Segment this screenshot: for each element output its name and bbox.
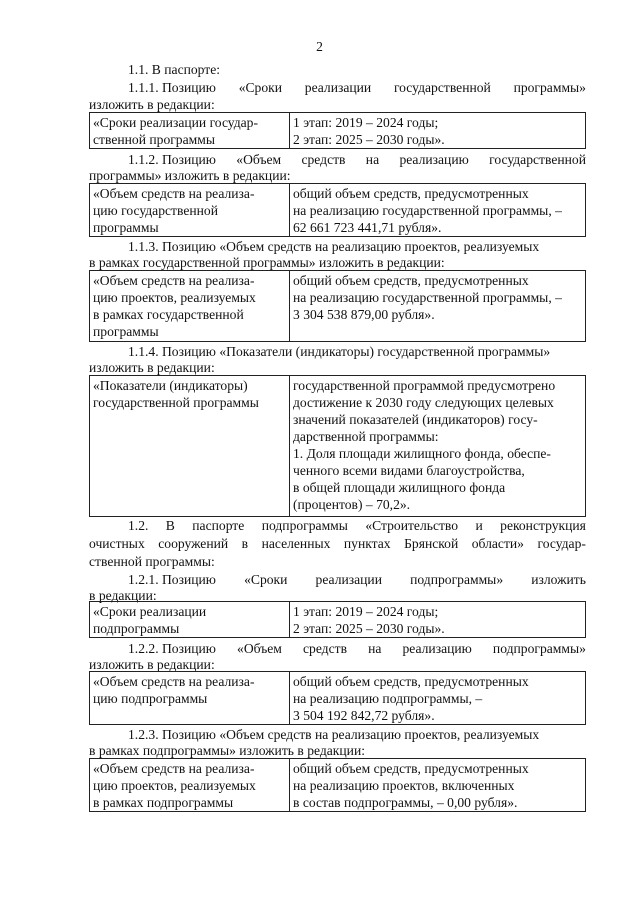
word: подпрограммы» xyxy=(492,641,586,656)
word: реконструкция xyxy=(500,518,586,533)
word: государственной xyxy=(393,80,491,95)
table-1-2-3 xyxy=(89,758,586,812)
word: государственной xyxy=(489,152,586,167)
cell-line: 2 этап: 2025 – 2030 годы». xyxy=(293,621,445,636)
para-1-1-2-line2: программы» изложить в редакции: xyxy=(89,168,291,183)
word: подпрограммы xyxy=(261,518,348,533)
cell-line: в рамках подпрограммы xyxy=(93,795,234,810)
table-cell-left xyxy=(90,271,289,341)
para-1-1-4-line2: изложить в редакции: xyxy=(89,360,215,375)
cell-line: 1 этап: 2019 – 2024 годы; xyxy=(293,604,439,619)
cell-line: ченного всеми видами благоустройства, xyxy=(293,463,525,478)
cell-line: на реализацию проектов, включенных xyxy=(293,778,515,793)
cell-line: достижение к 2030 году следующих целевых xyxy=(293,395,554,410)
table-cell-right xyxy=(289,376,585,516)
cell-line: программы xyxy=(93,324,159,339)
word: «Объем xyxy=(237,641,282,656)
cell-line: (процентов) – 70,2». xyxy=(293,497,411,512)
table-cell-right xyxy=(289,759,585,811)
word: «Сроки xyxy=(238,80,283,95)
table-1-1-3 xyxy=(89,270,586,342)
cell-line: на реализацию подпрограммы, – xyxy=(293,691,483,706)
cell-line: в состав подпрограммы, – 0,00 рубля». xyxy=(293,795,518,810)
word: средств xyxy=(303,641,347,656)
table-cell-left xyxy=(90,184,289,236)
word: 1.1.2. Позицию xyxy=(128,152,216,167)
word: реализации xyxy=(304,80,372,95)
para-1-1-3-line2: в рамках государственной программы» изложить в редакции: xyxy=(89,255,445,270)
word: пунктах xyxy=(343,536,391,551)
word: области» xyxy=(471,536,524,551)
cell-line: в общей площади жилищного фонда xyxy=(293,480,506,495)
word: изложить xyxy=(531,572,586,587)
table-cell-left xyxy=(90,376,289,516)
cell-line: ственной программы xyxy=(93,132,215,147)
word: реализацию xyxy=(402,641,472,656)
word: государ- xyxy=(537,536,586,551)
cell-line: 1. Доля площади жилищного фонда, обеспе- xyxy=(293,446,551,461)
table-cell-right xyxy=(289,113,585,148)
table-cell-left xyxy=(90,759,289,811)
cell-line: «Объем средств на реализа- xyxy=(93,186,255,201)
table-cell-left xyxy=(90,672,289,724)
word: очистных xyxy=(89,536,145,551)
section-1-1-heading: 1.1. В паспорте: xyxy=(128,62,221,77)
word: сооружений xyxy=(158,536,229,551)
word: реализацию xyxy=(399,152,469,167)
cell-line: общий объем средств, предусмотренных xyxy=(293,674,529,689)
table-1-1-2 xyxy=(89,183,586,237)
word: В xyxy=(165,518,175,533)
cell-line: 2 этап: 2025 – 2030 годы». xyxy=(293,132,445,147)
para-1-2-2-line2: изложить в редакции: xyxy=(89,657,215,672)
word: средств xyxy=(301,152,346,167)
cell-line: общий объем средств, предусмотренных xyxy=(293,761,529,776)
word: «Строительство xyxy=(365,518,459,533)
page-number: 2 xyxy=(316,39,323,54)
table-1-2-1 xyxy=(89,601,586,638)
cell-line: «Показатели (индикаторы) xyxy=(93,378,248,393)
cell-line: программы xyxy=(93,220,159,235)
cell-line: в рамках государственной xyxy=(93,307,244,322)
cell-line: 1 этап: 2019 – 2024 годы; xyxy=(293,115,439,130)
cell-line: цию проектов, реализуемых xyxy=(93,778,256,793)
word: 1.1.1. Позицию xyxy=(128,80,216,95)
word: программы» xyxy=(513,80,586,95)
word: на xyxy=(365,152,380,167)
cell-line: на реализацию государственной программы, – xyxy=(293,203,562,218)
word: подпрограммы» xyxy=(410,572,504,587)
table-cell-left xyxy=(90,602,289,637)
cell-line: «Объем средств на реализа- xyxy=(93,273,255,288)
para-1-2-3-line2: в рамках подпрограммы» изложить в редакции: xyxy=(89,743,365,758)
word: реализации xyxy=(315,572,382,587)
cell-line: цию подпрограммы xyxy=(93,691,208,706)
para-1-1-1-line1 xyxy=(128,79,586,96)
table-cell-right xyxy=(289,184,585,236)
cell-line: «Объем средств на реализа- xyxy=(93,761,255,776)
cell-line: государственной программы xyxy=(93,395,259,410)
word: «Сроки xyxy=(244,572,288,587)
cell-line: 3 304 538 879,00 рубля». xyxy=(293,307,435,322)
para-1-2-line2 xyxy=(89,535,586,552)
table-cell-left xyxy=(90,113,289,148)
para-1-2-1-line2: в редакции: xyxy=(89,588,157,603)
cell-line: «Сроки реализации государ- xyxy=(93,115,259,130)
word: 1.2.1. Позицию xyxy=(128,572,216,587)
word: 1.2. xyxy=(128,518,149,533)
cell-line: общий объем средств, предусмотренных xyxy=(293,186,529,201)
cell-line: общий объем средств, предусмотренных xyxy=(293,273,529,288)
para-1-1-1-line2: изложить в редакции: xyxy=(89,97,215,112)
table-cell-right xyxy=(289,672,585,724)
word: населенных xyxy=(261,536,331,551)
para-1-2-line3: ственной программы: xyxy=(89,554,215,569)
word: в xyxy=(241,536,249,551)
para-1-1-4-line1: 1.1.4. Позицию «Показатели (индикаторы) государственной программы» xyxy=(128,344,551,359)
cell-line: дарственной программы: xyxy=(293,429,439,444)
cell-line: «Сроки реализации xyxy=(93,604,207,619)
word: на xyxy=(368,641,382,656)
word: и xyxy=(475,518,483,533)
cell-line: подпрограммы xyxy=(93,621,180,636)
cell-line: «Объем средств на реализа- xyxy=(93,674,255,689)
table-1-2-2 xyxy=(89,671,586,725)
para-1-1-3-line1: 1.1.3. Позицию «Объем средств на реализацию проектов, реализуемых xyxy=(128,239,540,254)
para-1-2-2-line1 xyxy=(128,640,586,657)
cell-line: 62 661 723 441,71 рубля». xyxy=(293,220,442,235)
table-cell-right xyxy=(289,271,585,341)
table-1-1-4 xyxy=(89,375,586,517)
cell-line: цию проектов, реализуемых xyxy=(93,290,256,305)
para-1-2-line1 xyxy=(128,517,586,534)
para-1-2-1-line1 xyxy=(128,571,586,588)
table-1-1-1 xyxy=(89,112,586,149)
table-cell-right xyxy=(289,602,585,637)
cell-line: цию государственной xyxy=(93,203,218,218)
cell-line: 3 504 192 842,72 рубля». xyxy=(293,708,435,723)
para-1-1-2-line1 xyxy=(128,151,586,168)
cell-line: государственной программой предусмотрено xyxy=(293,378,556,393)
cell-line: на реализацию государственной программы, – xyxy=(293,290,562,305)
word: Брянской xyxy=(404,536,459,551)
cell-line: значений показателей (индикаторов) госу- xyxy=(293,412,538,427)
word: паспорте xyxy=(192,518,245,533)
word: «Объем xyxy=(236,152,282,167)
para-1-2-3-line1: 1.2.3. Позицию «Объем средств на реализацию проектов, реализуемых xyxy=(128,727,540,742)
word: 1.2.2. Позицию xyxy=(128,641,216,656)
